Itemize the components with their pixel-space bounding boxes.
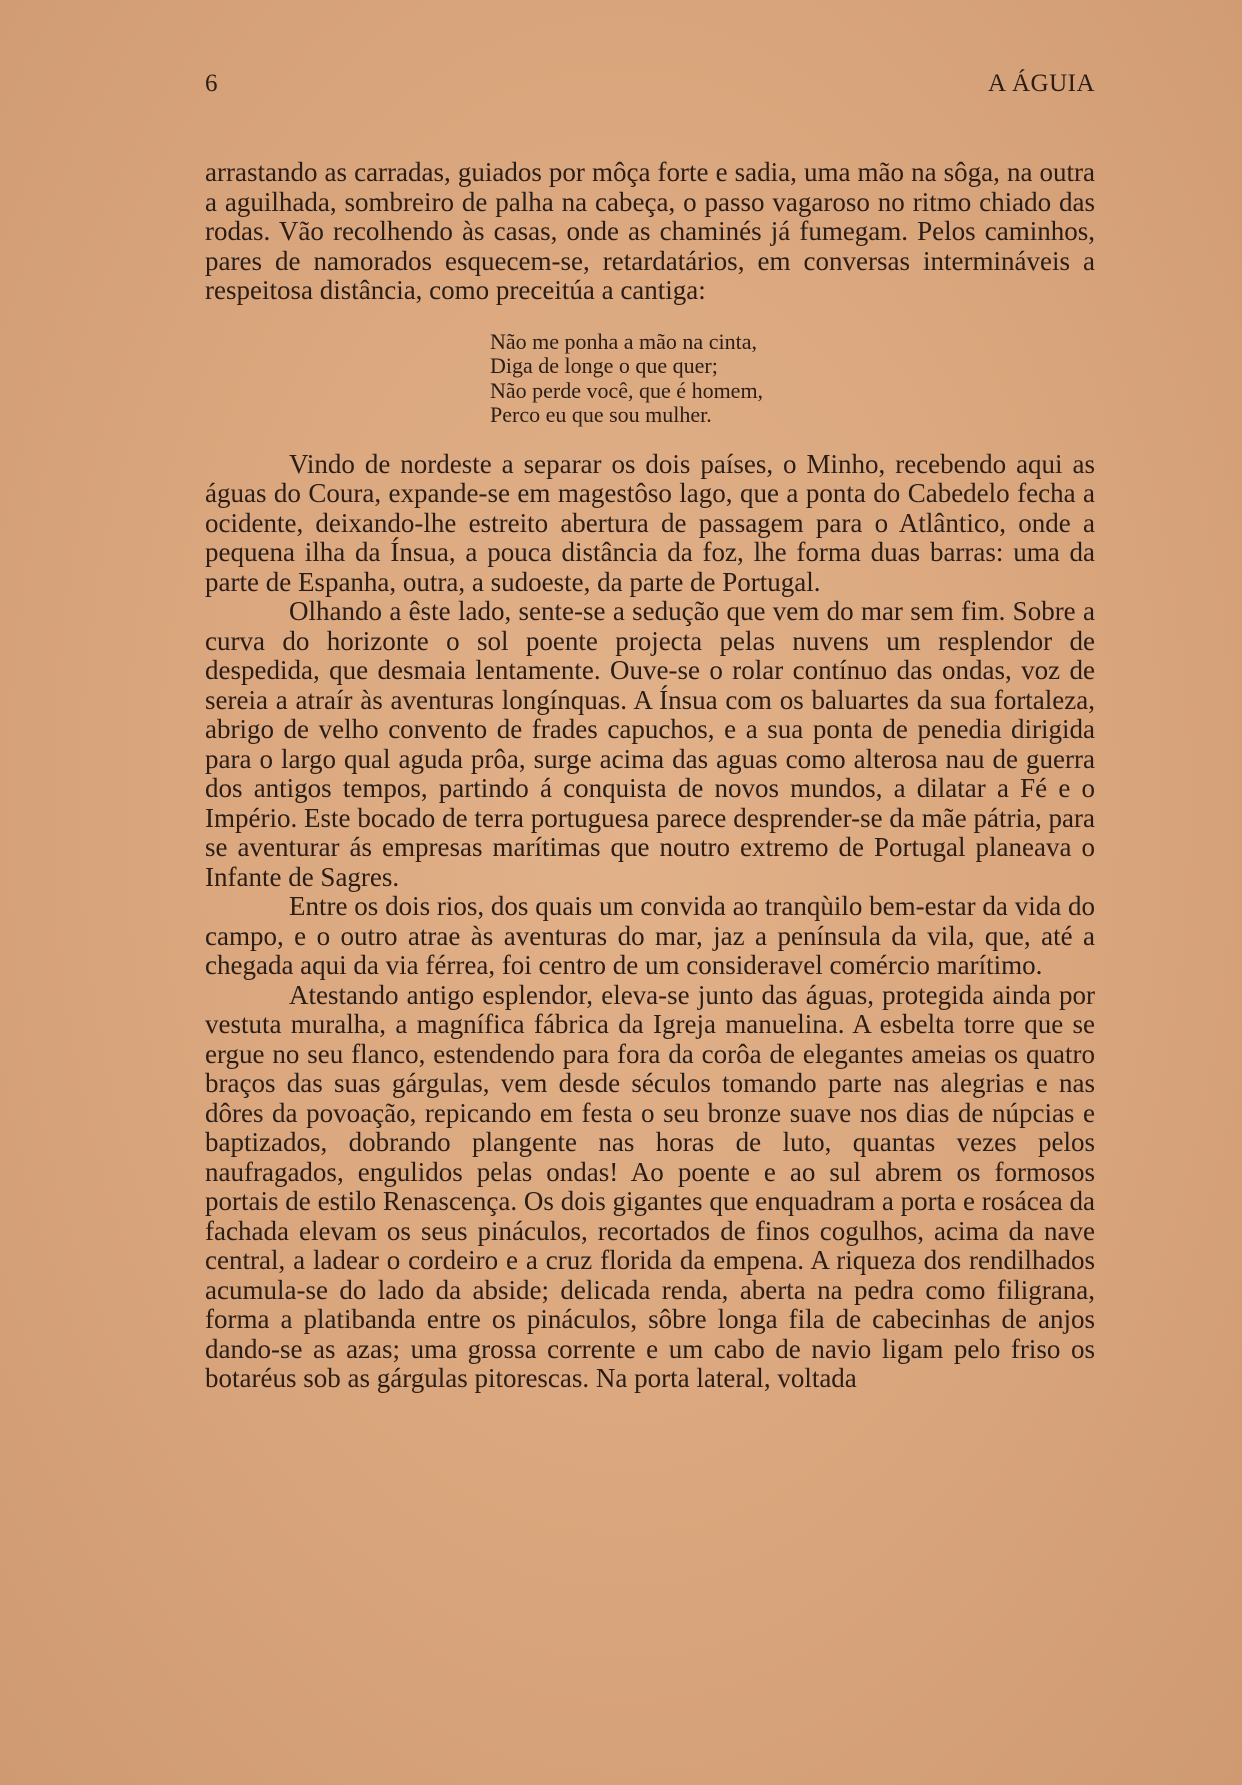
paragraph: Entre os dois rios, dos quais um convida ao tranqùilo bem-estar da vida do campo, e o outro atrae às aventuras do mar, jaz a península da vila, que, até a chegada aqui da via férrea, foi centro de um consideravel comércio marítimo.	[205, 891, 1095, 980]
running-title: A ÁGUIA	[988, 70, 1095, 97]
verse-line: Não perde você, que é homem,	[490, 377, 764, 403]
verse-line: Perco eu que sou mulher.	[490, 402, 712, 427]
verse-quatrain	[490, 330, 1095, 428]
page-number: 6	[205, 70, 218, 97]
paragraph: arrastando as carradas, guiados por môça forte e sadia, uma mão na sôga, na outra a aguilhada, sombreiro de palha na cabeça, o passo vagaroso no ritmo chiado das rodas. Vão recolhendo às casas, onde as chaminés já fumegam. Pelos caminhos, pares de namorados esquecem-se, retardatários, em conversas intermináveis a respeitosa distância, como preceitúa a cantiga:	[205, 157, 1095, 305]
verse-line: Não me ponha a mão na cinta,	[490, 328, 757, 354]
paragraph: Atestando antigo esplendor, eleva-se junto das águas, protegida ainda por vestuta muralha, a magnífica fábrica da Igreja manuelina. A esbelta torre que se ergue no seu flanco, estendendo para fora da corôa de elegantes ameias os quatro braços das suas gárgulas, vem desde séculos tomando parte nas alegrias e nas dôres da povoação, repicando em festa o seu bronze suave nos dias de núpcias e baptizados, dobrando plangente nas horas de luto, quantas vezes pelos naufragados, engulidos pelas ondas! Ao poente e ao sul abrem os formosos portais de estilo Renascença. Os dois gigantes que enquadram a porta e rosácea da fachada elevam os seus pináculos, recortados de finos cogulhos, acima da nave central, a ladear o cordeiro e a cruz florida da empena. A riqueza dos rendilhados acumula-se do lado da abside; delicada renda, aberta na pedra como filigrana, forma a platibanda entre os pináculos, sôbre longa fila de cabecinhas de anjos dando-se as azas; uma grossa corrente e um cabo de navio ligam pelo friso os botaréus sob as gárgulas pitorescas. Na porta lateral, voltada	[205, 979, 1095, 1393]
running-header	[205, 70, 1095, 102]
body-text	[205, 158, 1095, 1394]
paragraph: Olhando a êste lado, sente-se a sedução que vem do mar sem fim. Sobre a curva do horizonte o sol poente projecta pelas nuvens um resplendor de despedida, que desmaia lentamente. Ouve-se o rolar contínuo das ondas, voz de sereia a atraír às aventuras longínquas. A Ínsua com os baluartes da sua fortaleza, abrigo de velho convento de frades capuchos, e a sua ponta de penedia dirigida para o largo qual aguda prôa, surge acima das aguas como alterosa nau de guerra dos antigos tempos, partindo á conquista de novos mundos, a dilatar a Fé e o Império. Este bocado de terra portuguesa parece desprender-se da mãe pátria, para se aventurar ás empresas marítimas que noutro extremo de Portugal planeava o Infante de Sagres.	[205, 596, 1095, 892]
verse-line: Diga de longe o que quer;	[490, 353, 718, 378]
paragraph: Vindo de nordeste a separar os dois países, o Minho, recebendo aqui as águas do Coura, expande-se em magestôso lago, que a ponta do Cabedelo fecha a ocidente, deixando-lhe estreito abertura de passagem para o Atlântico, onde a pequena ilha da Ínsua, a pouca distância da foz, lhe forma duas barras: uma da parte de Espanha, outra, a sudoeste, da parte de Portugal.	[205, 448, 1095, 597]
